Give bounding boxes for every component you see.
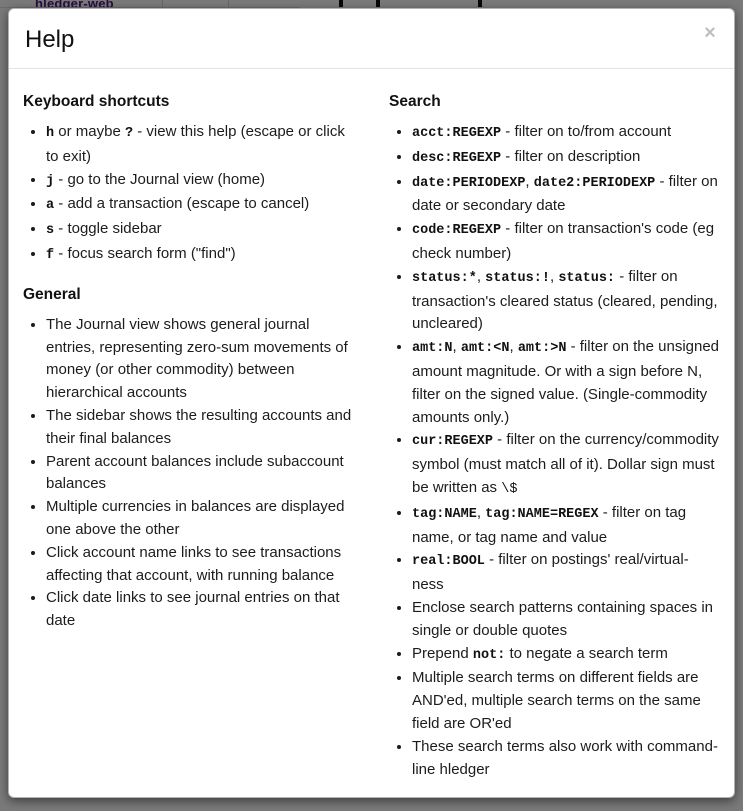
help-list	[23, 314, 356, 633]
help-item: • The Journal view shows general journal entries, representing zero-sum movements of money (or other commodity) between hierarchical accounts	[46, 314, 356, 405]
help-item: • j - go to the Journal view (home)	[46, 169, 356, 194]
code-term: status:	[558, 270, 616, 286]
help-item: • amt:N, amt:<N, amt:>N - filter on the unsigned amount magnitude. Or with a sign before N, filter on the signed value. (Single-commodity amounts only.)	[412, 336, 720, 429]
code-term: status:*	[412, 270, 477, 286]
help-item: • h or maybe ? - view this help (escape or click to exit)	[46, 121, 356, 169]
help-item: • Enclose search patterns containing spaces in single or double quotes	[412, 597, 720, 643]
help-list	[389, 121, 720, 781]
code-term: a	[46, 198, 55, 214]
code-term: acct:REGEXP	[412, 126, 502, 141]
section-heading: General	[23, 285, 81, 303]
modal-body	[9, 69, 734, 798]
help-item: • Multiple search terms on different fields are AND'ed, multiple search terms on the same field are OR'ed	[412, 667, 720, 735]
modal-title: Help	[25, 26, 75, 53]
close-icon[interactable]: ×	[698, 21, 722, 45]
code-term: \$	[501, 481, 518, 497]
help-item: • Click account name links to see transactions affecting that account, with running balance	[46, 542, 356, 588]
code-term: status:!	[485, 270, 550, 286]
help-item: • desc:REGEXP - filter on description	[412, 146, 720, 171]
modal-header	[9, 9, 734, 69]
code-term: amt:<N	[460, 341, 510, 357]
help-modal	[8, 8, 735, 798]
code-term: tag:NAME=REGEX	[485, 506, 599, 522]
help-list	[23, 121, 356, 268]
code-term: amt:N	[412, 341, 453, 357]
code-term: f	[46, 247, 55, 263]
help-item: • s - toggle sidebar	[46, 218, 356, 243]
help-item: • a - add a transaction (escape to cancel)	[46, 193, 356, 218]
code-term: h	[46, 126, 55, 141]
code-term: cur:REGEXP	[412, 434, 494, 450]
help-item: • Multiple currencies in balances are displayed one above the other	[46, 496, 356, 542]
help-item: • real:BOOL - filter on postings' real/virtual-ness	[412, 549, 720, 597]
help-item: • Click date links to see journal entries on that date	[46, 587, 356, 633]
code-term: date:PERIODEXP	[412, 175, 526, 191]
code-term: desc:REGEXP	[412, 150, 502, 166]
help-item: • status:*, status:!, status: - filter on transaction's cleared status (cleared, pending, uncleared)	[412, 266, 720, 336]
code-term: amt:>N	[517, 341, 567, 357]
code-term: date2:PERIODEXP	[533, 175, 656, 191]
code-term: ?	[124, 126, 134, 141]
code-term: code:REGEXP	[412, 223, 502, 239]
code-term: s	[46, 223, 55, 239]
help-item: • Prepend not: to negate a search term	[412, 643, 720, 668]
help-item: • code:REGEXP - filter on transaction's code (eg check number)	[412, 218, 720, 266]
section-heading: Search	[389, 93, 441, 110]
help-item: • The sidebar shows the resulting accounts and their final balances	[46, 405, 356, 451]
help-item: • cur:REGEXP - filter on the currency/commodity symbol (must match all of it). Dollar sign must be written as \$	[412, 429, 720, 501]
help-item: • Parent account balances include subaccount balances	[46, 451, 356, 497]
code-term: not:	[472, 647, 506, 663]
code-term: j	[46, 173, 55, 189]
help-item: • tag:NAME, tag:NAME=REGEX - filter on tag name, or tag name and value	[412, 502, 720, 550]
help-item: • f - focus search form ("find")	[46, 243, 356, 268]
code-term: tag:NAME	[412, 506, 477, 522]
section-heading: Keyboard shortcuts	[23, 93, 170, 110]
help-item: • These search terms also work with command-line hledger	[412, 736, 720, 782]
help-column-left	[23, 75, 356, 789]
help-column-right	[389, 75, 720, 789]
help-item: • date:PERIODEXP, date2:PERIODEXP - filter on date or secondary date	[412, 171, 720, 219]
code-term: real:BOOL	[412, 554, 485, 570]
help-item: • acct:REGEXP - filter on to/from account	[412, 121, 720, 146]
